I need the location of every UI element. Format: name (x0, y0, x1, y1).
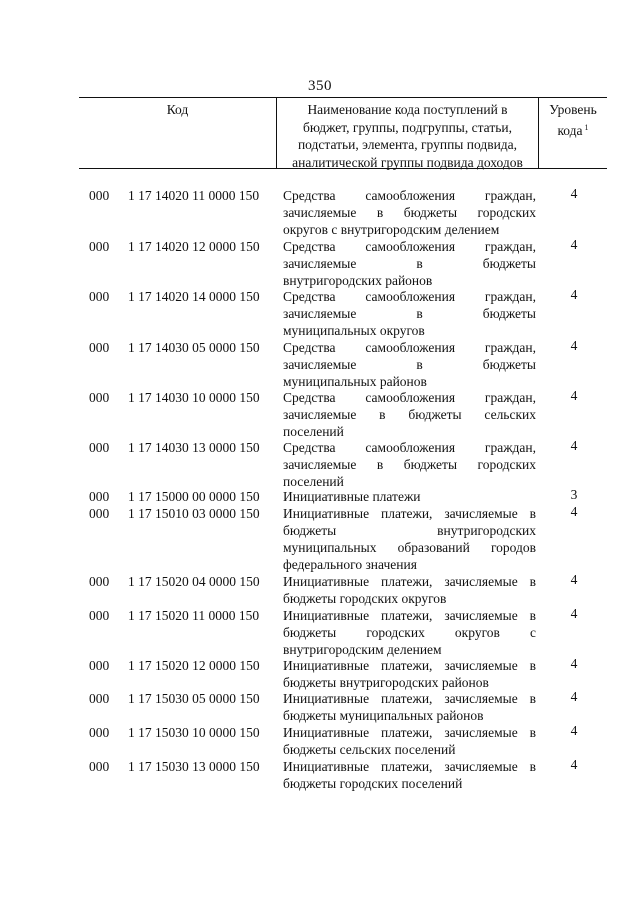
income-name-line: зачисляемые в бюджеты сельских (283, 407, 536, 422)
income-name (283, 573, 536, 607)
income-name (283, 389, 536, 440)
income-name (283, 488, 536, 505)
income-code: 1 17 15020 04 0000 150 (128, 574, 260, 589)
income-name-line: Средства самообложения граждан, (283, 188, 536, 203)
admin-code: 000 (89, 390, 110, 405)
income-name-line: Средства самообложения граждан, (283, 239, 536, 254)
income-name-line: муниципальных образований городов (283, 540, 536, 555)
income-name-line: Инициативные платежи, зачисляемые в (283, 725, 536, 740)
header-level-line: кода $^1$ (557, 122, 589, 138)
income-code: 1 17 15030 10 0000 150 (128, 725, 260, 740)
income-name-line: бюджеты городских округов с (283, 625, 536, 640)
code-level: 4 (570, 438, 578, 453)
income-name-line: Инициативные платежи, зачисляемые в (283, 608, 536, 623)
income-name (283, 288, 536, 339)
code-level: 4 (570, 388, 578, 403)
admin-code: 000 (89, 608, 110, 623)
income-code: 1 17 15030 05 0000 150 (128, 691, 260, 706)
income-name-line: Инициативные платежи, зачисляемые в (283, 658, 536, 673)
income-code: 1 17 14020 14 0000 150 (128, 289, 260, 304)
income-name-line: бюджеты городских поселений (283, 776, 463, 791)
income-name (283, 758, 536, 792)
header-name (277, 101, 538, 171)
income-name (283, 724, 536, 758)
income-code: 1 17 15010 03 0000 150 (128, 506, 260, 521)
income-name-line: внутригородских районов (283, 273, 433, 288)
income-code: 1 17 15020 12 0000 150 (128, 658, 260, 673)
income-name-line: федерального значения (283, 557, 417, 572)
income-name-line: поселений (283, 474, 344, 489)
admin-code: 000 (89, 340, 110, 355)
header-name-line: бюджет, группы, подгруппы, статьи, (303, 119, 512, 135)
income-name-line: Средства самообложения граждан, (283, 340, 536, 355)
income-name-line: Средства самообложения граждан, (283, 390, 536, 405)
code-level: 4 (570, 757, 578, 772)
income-name-line: бюджеты городских округов (283, 591, 447, 606)
income-name-line: округов с внутригородским делением (283, 222, 500, 237)
code-level: 4 (570, 504, 578, 519)
income-name (283, 339, 536, 390)
income-name-line: поселений (283, 424, 344, 439)
income-name-line: зачисляемые в бюджеты городских (283, 205, 536, 220)
income-code: 1 17 14020 12 0000 150 (128, 239, 260, 254)
income-name (283, 439, 536, 490)
income-code: 1 17 14020 11 0000 150 (128, 188, 260, 203)
income-name-line: бюджеты муниципальных районов (283, 708, 484, 723)
income-code: 1 17 14030 10 0000 150 (128, 390, 260, 405)
income-name (283, 607, 536, 658)
income-name-line: Инициативные платежи, зачисляемые в (283, 506, 536, 521)
admin-code: 000 (89, 239, 110, 254)
admin-code: 000 (89, 289, 110, 304)
code-level: 4 (570, 287, 578, 302)
admin-code: 000 (89, 759, 110, 774)
admin-code: 000 (89, 489, 110, 504)
income-name-line: зачисляемые в бюджеты (283, 256, 536, 271)
income-name-line: Средства самообложения граждан, (283, 289, 536, 304)
admin-code: 000 (89, 658, 110, 673)
income-code: 1 17 15020 11 0000 150 (128, 608, 260, 623)
header-name-line: Наименование кода поступлений в (307, 102, 508, 117)
income-name (283, 505, 536, 573)
income-code: 1 17 14030 05 0000 150 (128, 340, 260, 355)
code-level: 4 (570, 689, 578, 704)
page-number: 350 (308, 78, 332, 94)
header-level (539, 101, 607, 139)
code-level: 4 (570, 338, 578, 353)
income-name (283, 187, 536, 238)
code-level: 4 (570, 723, 578, 738)
admin-code: 000 (89, 440, 110, 455)
income-name-line: внутригородским делением (283, 642, 442, 657)
code-level: 4 (570, 656, 578, 671)
income-name-line: Инициативные платежи, зачисляемые в (283, 759, 536, 774)
income-code: 1 17 15030 13 0000 150 (128, 759, 260, 774)
code-level: 4 (570, 572, 578, 587)
income-name (283, 690, 536, 724)
header-name-line: аналитической группы подвида доходов (292, 154, 523, 170)
income-name-line: Средства самообложения граждан, (283, 440, 536, 455)
header-code: Код (166, 102, 189, 117)
income-name-line: бюджеты внутригородских районов (283, 675, 489, 690)
table-header (79, 97, 607, 169)
income-name-line: бюджеты внутригородских (283, 523, 536, 538)
income-name-line: Инициативные платежи, зачисляемые в (283, 574, 536, 589)
code-level: 3 (570, 487, 578, 502)
admin-code: 000 (89, 188, 110, 203)
income-name-line: Инициативные платежи, зачисляемые в (283, 691, 536, 706)
income-name-line: бюджеты сельских поселений (283, 742, 456, 757)
income-code: 1 17 14030 13 0000 150 (128, 440, 260, 455)
code-level: 4 (570, 237, 578, 252)
admin-code: 000 (89, 725, 110, 740)
header-name-line: подстатьи, элемента, группы подвида, (297, 137, 518, 152)
income-name (283, 657, 536, 691)
income-code: 1 17 15000 00 0000 150 (128, 489, 260, 504)
income-name-line: зачисляемые в бюджеты городских (283, 457, 536, 472)
footnote-marker: 1 (584, 122, 589, 132)
income-name-line: муниципальных районов (283, 374, 427, 389)
admin-code: 000 (89, 574, 110, 589)
code-level: 4 (570, 186, 578, 201)
income-name (283, 238, 536, 289)
code-level: 4 (570, 606, 578, 621)
admin-code: 000 (89, 691, 110, 706)
income-name-line: Инициативные платежи (283, 489, 421, 504)
income-name-line: зачисляемые в бюджеты (283, 306, 536, 321)
income-name-line: муниципальных округов (283, 323, 425, 338)
admin-code: 000 (89, 506, 110, 521)
header-level-line: Уровень (549, 102, 597, 117)
income-name-line: зачисляемые в бюджеты (283, 357, 536, 372)
